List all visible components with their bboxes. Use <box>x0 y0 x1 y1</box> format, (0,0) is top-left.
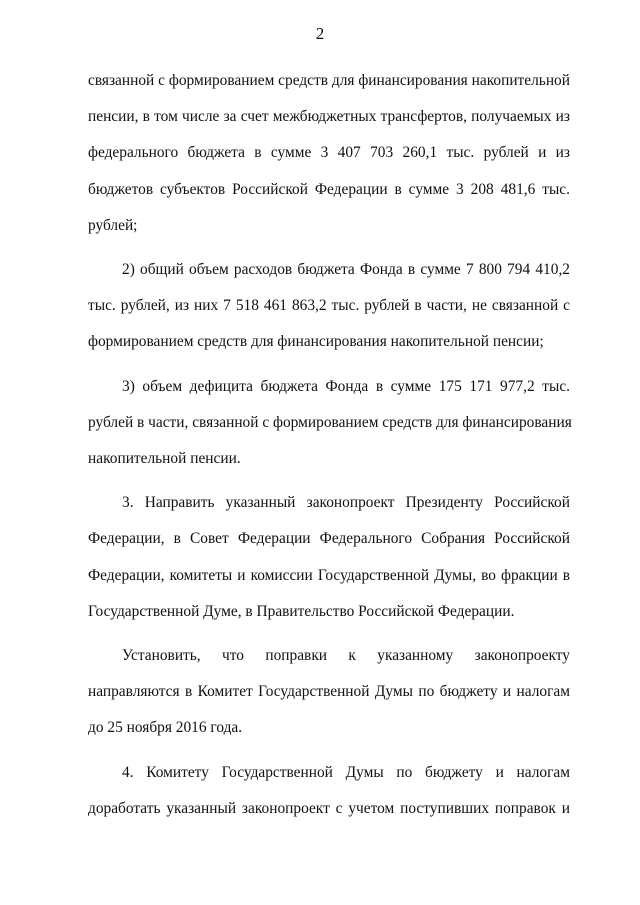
text-line: до 25 ноября 2016 года. <box>88 719 243 737</box>
paragraph-section-3 <box>88 485 570 630</box>
text-line: бюджетов субъектов Российской Федерации в сумме 3 208 481,6 тыс. <box>88 180 570 198</box>
text-line: доработать указанный законопроект с учетом поступивших поправок и <box>88 799 570 817</box>
paragraph-item-3 <box>88 369 570 478</box>
paragraph-amendments <box>88 638 570 747</box>
text-line: направляются в Комитет Государственной Думы по бюджету и налогам <box>88 683 570 701</box>
text-line: рублей в части, связанной с формированием средств для финансирования <box>88 413 572 431</box>
text-line: 4. Комитету Государственной Думы по бюджету и налогам <box>122 763 570 781</box>
text-line: федерального бюджета в сумме 3 407 703 260,1 тыс. рублей и из <box>88 144 570 162</box>
text-line: тыс. рублей, из них 7 518 461 863,2 тыс. рублей в части, не связанной с <box>88 297 570 315</box>
text-line: 3. Направить указанный законопроект Президенту Российской <box>122 494 570 512</box>
paragraph-section-4 <box>88 755 570 827</box>
text-line: формированием средств для финансирования накопительной пенсии; <box>88 333 544 351</box>
text-line: Федерации, комитеты и комиссии Государственной Думы, во фракции в <box>88 566 570 584</box>
text-line: пенсии, в том числе за счет межбюджетных трансфертов, получаемых из <box>88 108 570 126</box>
text-line: связанной с формированием средств для финансирования накопительной <box>88 72 570 89</box>
text-line: накопительной пенсии. <box>88 450 241 468</box>
paragraph-continuation <box>88 63 570 244</box>
document-body <box>88 63 570 827</box>
text-line: Установить, что поправки к указанному законопроекту <box>122 647 570 665</box>
text-line: Государственной Думе, в Правительство Российской Федерации. <box>88 602 515 620</box>
text-line: 2) общий объем расходов бюджета Фонда в сумме 7 800 794 410,2 <box>122 261 570 279</box>
text-line: 3) объем дефицита бюджета Фонда в сумме 175 171 977,2 тыс. <box>122 377 570 395</box>
page-number: 2 <box>315 24 325 43</box>
text-line: рублей; <box>88 216 138 234</box>
text-line: Федерации, в Совет Федерации Федерального Собрания Российской <box>88 530 570 548</box>
paragraph-item-2 <box>88 252 570 361</box>
